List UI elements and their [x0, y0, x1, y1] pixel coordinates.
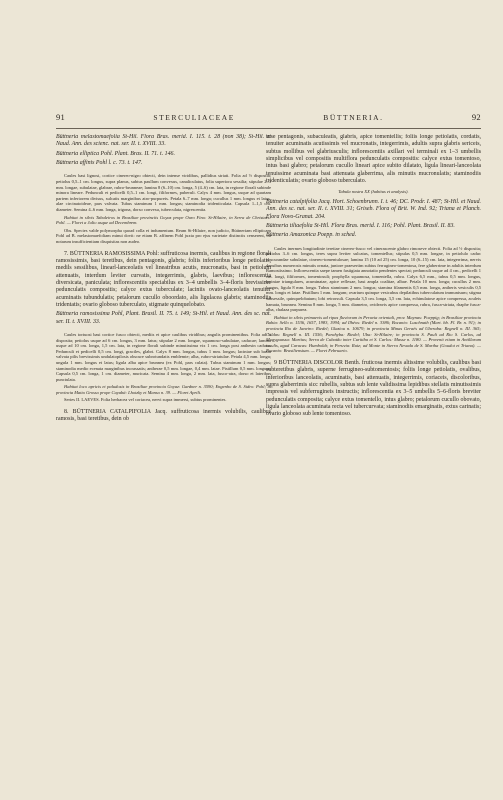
header-genus-title: BÜTTNERIA. [323, 113, 384, 122]
left-text-column [56, 134, 271, 749]
header-family-title: STERCULIACEAE [153, 113, 235, 122]
right-column-paragraph: tuse pentagonis, subaculeatis, glabris, apice tomentellis; foliis longe petiolatis, cordatis, tenuiter acuminatis acutissimis vel mucronatis, integerrimis, adultis supra glabris sericeis, subtus mollibus vel glabriusculis; inflorescentiis axillari vel terminali ex 1–3 umbellis simplicibus vel compositis multiflora pedunculatis compositis: calyce extus tomentoso, intus basi glabro; petalorum cucullo lineari apice subito dilatato, ligula lineari-lanceolata tenuissime acuminata basi attenuata glaberrima, alis minutis mucronulatis; staminodiis tridenticulatis; ovario globoso tuberculato. [266, 134, 481, 185]
left-column-paragraph: Büttneria melastomaefolia St-Hil. Flora Bras. merid. I. 115. t. 28 (non 38); St-Hil. et Naud. Ann. des scienc. nat. ser. II. t. XVIII. 33. [56, 134, 271, 148]
left-column-paragraph: Habitat in silvis Tabuleiros in Brasiliae provinciis Goyaz prope Ouro Fino: St-Hilaire, in Serra de Christaes: Pohl. — Floret a Julio usque ad Decembrem. [56, 214, 271, 226]
right-column-paragraph: Büttneria catalpifolia Jacq. Hort. Schoenbrunn. I. t. 46; DC. Prodr. I. 487; St-Hil. et Naud. Ann. des sc. nat. ser. II. t. XVIII. 31; Griseb. Flora of Brit. W. Ind. 92; Triana et Planch. Flora Novo-Granat. 204. [266, 199, 481, 220]
page-number-left: 91 [56, 112, 66, 122]
left-column-paragraph: Caules tortuosi basi cortice fusco obtecti, mediis et apice caulibus viridibus; angulis prominentibus. Folia ad ½ disposita; petiolus usque ad 6 cm. longus, 3 mm. latus; stipulae 2 mm. longae, squamoso-subulatae, caducae; lamina usque ad 10 cm. longa, 1,5 cm. lata, in regione florali subinde minutissima vix 1 cm. longa post anthesin caduca. Pedunculi et pedicelli 0,5 cm. longi, graciles, glabri. Calyx 8 mm. longus, tubus 1 mm. longus; laciniae sub basin valvata pilis brevissimis undulatopilosis obscure subrotundatis emblemte; alba, rubro-striatulae. Petala 4,5 mm. longa; ungula 1 mm. longus et latus; ligula alba apice brunnea (ex Pohl, pars culata). Tubus staminum 1 mm. longus; staminodia medio ecenata marginibus incrassatis; antherae 0,5 mm. longae, 0,4 mm. latae. Pistillum 0,5 mm. longum. Capsula 0,5 cm. longa, 1 cm. diameter, muricata. Semina 4 mm. longa, 2 mm. lata, fusco-atra, dorso et lateribus punctulata. [56, 331, 271, 382]
left-column-paragraph: Caules basi lignosi, cortice cinereo-nigro obtecti, dein intense viridibus, pallidius striati. Folia ad ½ dispostia; petiolus 0,5–1 cm. longus, supra planus, subtus paullum convexus, canaliculatus, folia superiora sessilia; stipulae 2–3 mm. longae, subulatae, glabrae, rubro-brunneae; lamina 8 (6–10) cm. longa, 5 (4–6) cm. lata, in regione florali subinde minora lineare. Pedunculi et pedicelli 0,5–1 cm. longi, filiformes, puberuli. Calyx 4 mm. longus, usque ad quartam partem inferiorem divisus, sulcatis marginibus atro-purpureis. Petala 6–7 mm. longa; cucullus 1 mm. longus et latus, alae circinatoideae, pars valvata. Tubus staminum 1 mm. longus; staminodia tridenticulata. Capsula 1–1,5 cm. diameter. Semina 4–6 mm. longa, trigona, dorso convexa, tuberculata, nigrescentia. [56, 173, 271, 212]
right-column-paragraph: Büttneria tiliaefolia St-Hil. Flora Bras. merid. I. 116; Pohl. Plant. Brasil. II. 83. [266, 223, 455, 230]
left-column-paragraph: Büttneria elliptica Pohl. Plant. Bras. II. 71. t. 146. [56, 150, 175, 157]
left-column-paragraph: Series II. LAEVES. Folia herbacea vel coriacea, nervi supra immersi, subtus prominentes. [64, 397, 227, 403]
page-number-right: 92 [471, 112, 481, 122]
left-column-paragraph: Büttneria affinis Pohl l. c. 73. t. 147. [56, 160, 143, 167]
left-column-paragraph: 8. BÜTTNERIA CATALPIFOLIA Jacq. suffruticosa inermis volubilis, caulibus ramosis, basi teretibus, dein ob [56, 409, 271, 423]
right-column-paragraph: Tabula nostra XX (habitus et analysis). [338, 189, 409, 195]
left-column-paragraph: Obs. Species valde polymorpha quoad colla et indumentum. Ream St-Hilaire, non judicio, Büttneriam ellipticam Pohl ad B. melastomaefoliam minui dovit: ne etiam B. affinem Pohl juxta pro ejus varietate distinctis censerent, ob notarum insufficientiam disquisitas non audeo. [56, 227, 271, 244]
right-column-paragraph: Caules inermes longitudinie teretiae cinereo-fusco vel cinerascente glabro rimoseve obtecti. Folia ad ½ disposita; petiolus 3–6 cm. longus, teres supra leviter sulcatus, tomentellus; stipulas 0,5 mm. longae, in petiolulo caduc obscurandae subulatae, cinereo-tomentulosae; lamina 15 (10 ad 25) cm. longa, 10 (6–15) cm. lata, integerrima, nervis densibus numerosis minutis ornata, juniore praesertim subtus ferrugineo-tomentosa, fere glaberrime in adultis interdum Ramostissimo. Inflorescentia saepe tamen fastigiata annotatio pendentes spectat; pedunculi usque ad 4 cm., pedicelli 1 cm. longi, filiformes, tomentosuli; prophylla squamosa, tomentella, rubra. Calyx 6,5 mm., tubus 0,5 mm. longus, laciniae triangulares, acuminatae, apice reflexae, basi ampla coalitae, albae. Petala 10 mm. longa; cucullus 2 mm. longus, ligula 8 mm. longa. Tubus staminum 2 mm. longus; stamina filamentis 0,5 mm. longa, antheris vesiculis 0,5 mm. longis et latae. Pistillum 1 mm. longum; ovarium quinque vesicubus depilatibus tuberculatum immunisum; stigma subsessile, quinquelobatum; lobi retrorsuli. Capsula 3,5 cm. longa, 3,5 cm. lata, echinulatose apice compressa, aculeis hamata, brunnea. Semina 8 mm. longa, 5 mm. diametro, ovideavis apice compressa, rubra, fusca-striata, rhaphe fusca-alba, chalaza purpurea. [266, 245, 481, 313]
right-column-paragraph: Habitat in silvis primaevis ad ripas fluviorum in Peruvia orientali, prov. Maynas: Poeppig; in Brasiliae provincia Bahia: Sello n. 1536, 1657, 1983, 1994; ad Ilhéos: Riedel n. 3386; Bocanio: Luschnath (Mart. hb. Fl. Br. n. 91); in provincia Rio de Janeiro: Riedel; Glaziou n. 10679; in provincia Minas Geraës ad Uberaba: Regnell n. III. 365; Caldas: Regnell n. III. 1556; Parahyba: Riedel; Uba: St-Hilaire; in provincia S. Pauli ad Rio S. Carlos, ad Mogyguassu: Martius; Serra de Cubatão inter Curitiba et S. Carlos: Masse n. 1180. — Provenit etiam in Antillarum insulis, agud Caracas: Humboldt; in Peruvia: Ruiz; ad Monte in Sierra Nevada de S. Martha (Goudot et Triana). — Bocanio: Brasiliensium. — Floret Februario. [266, 314, 481, 354]
left-column-paragraph: Habitat loco apricis et paludosis in Brasiliae provincia Goyaz: Gardner n. 3590; Engenho de S. Sidro: Pohl; in provincia Matto Grosso prope Cuyabá: Lhotzky et Manso n. 39. — Floret Aprili. [56, 384, 271, 395]
right-column-paragraph: 9 BÜTTNERIA DISCOLOR Benth. fruticosa inermis altissime volubilis, caulibus basi subteretibus glabris, superne ferrugineo-subtomentosis; foliis longe petiolatis, ovalibus, inferioribus lanceolatis, acuminatis, basi attenuatis, integerrimis, coriaceis, discoloribus, supra glaberrimis sicc rubellis, subtus sub lente validissima lepidibus stellatis minutissimis impressis vel subferrugineis instructis; inflorescentia ex 3–5 umbellis 5–6-floris breviter pedunculatis composita; calyce extus tomentello, intus glabro; petalorum cucullo obovato, ligula lanceolata acuminata recta vel tubercurvata; staminodiis emarginatis, extus carinatis; ovario globoso sub lente tomentoso. [266, 360, 481, 418]
left-column-paragraph: 7. BÜTTNERIA RAMOSISSIMA Pohl: suffruticosa inermis, caulibus in regione florali ramosissimis, basi teretibus, dein pentagonis, glabris; foliis inferioribus longe petiolatis, medils sessilibus, linearl-lanceolatis vel lineatribus acutis, mucronatis, basi in petiolum attenuatis, interdum leviter curvatis, integerrimis, glabris, laevibus; inflorescentia diversicata, paniculata; inflorescentiis speciabilus ex 3–4 umbellis 3–4-floris brevissime pedunculatis compositis; calyce extus tuberculate; laciniis ovato-lanceolatis tenuiter acuminatis tubundulatis; petalorum cucullo oboordato, alis ligulacea glabris; staminodiis tridentatis; ovario globoso tuberculato, stigmate quinquelobato. [56, 250, 271, 308]
right-column-paragraph: Büttneria Amazonica Poepp. in sched. [266, 232, 357, 239]
right-text-column [266, 134, 481, 749]
running-header [56, 112, 481, 126]
left-column-paragraph: Büttneria ramosissima Pohl, Plant. Brasil. II. 75. t. 149; St-Hil. et Naud. Ann. des sc. nat. ser. II. t. XVIII. 33. [56, 311, 271, 325]
header-rule [56, 128, 481, 129]
